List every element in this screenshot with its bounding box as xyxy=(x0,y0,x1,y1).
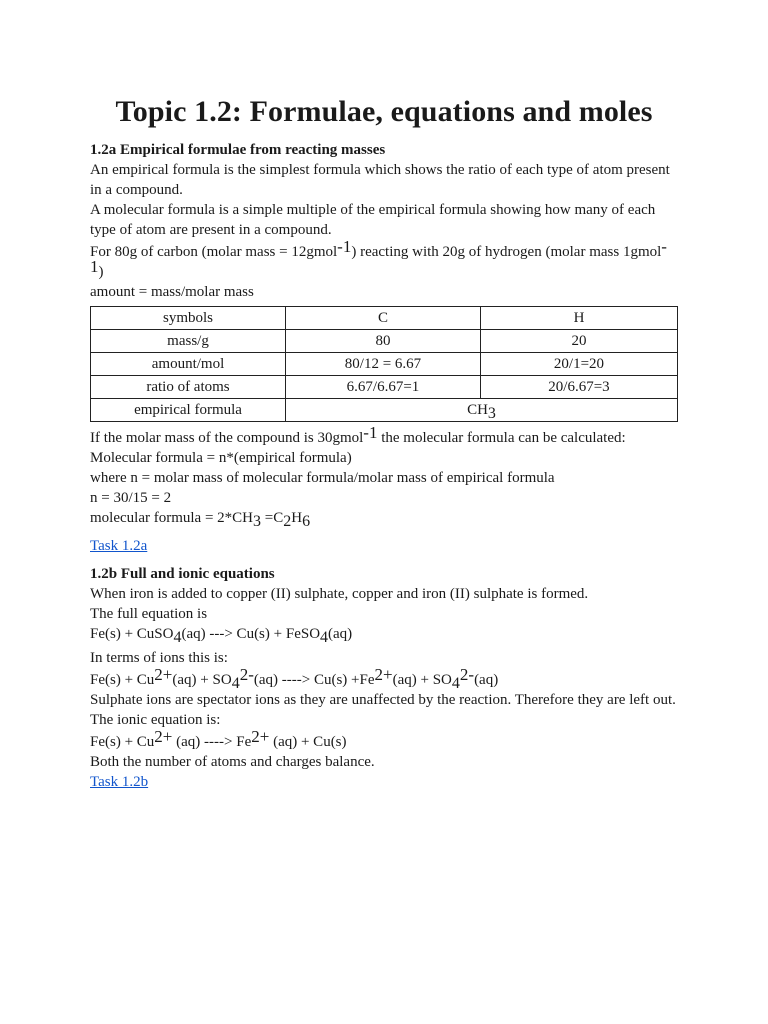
table-cell: ratio of atoms xyxy=(91,376,286,399)
paragraph-ions-intro: In terms of ions this is: xyxy=(90,650,228,666)
equation-ions: $Fe(s) + Cu^{2+}(aq) + SO_4^{2-}(aq)$ ----> $Cu(s) +Fe^{2+}(aq) + SO_4^{2-}(aq)$ xyxy=(90,665,499,692)
table-cell: symbols xyxy=(91,307,286,330)
table-cell: 80 xyxy=(286,330,481,353)
table-row xyxy=(91,330,678,353)
table-cell: amount/mol xyxy=(91,353,286,376)
task-1-2b-link[interactable]: Task 1.2b xyxy=(90,774,149,790)
paragraph-balance: Both the number of atoms and charges balance. xyxy=(90,754,375,770)
paragraph-n-calc: n = 30/15 = 2 xyxy=(90,490,172,506)
equation-ionic: $Fe(s) + Cu^{2+}$ (aq) ----> $Fe^{2+}$ (aq) + Cu(s) xyxy=(90,727,347,750)
table-cell: 80/12 = 6.67 xyxy=(286,353,481,376)
paragraph-full-equation-intro: The full equation is xyxy=(90,606,208,622)
page-title: Topic 1.2: Formulae, equations and moles xyxy=(115,95,653,128)
paragraph-molecular-definition: A molecular formula is a simple multiple of the empirical formula showing how many of each type of atom are present in a compound. xyxy=(90,202,656,238)
section-heading-equations: 1.2b Full and ionic equations xyxy=(90,566,275,582)
paragraph-molecular-formula: Molecular formula = n*(empirical formula) xyxy=(90,450,352,466)
table-row xyxy=(91,376,678,399)
paragraph-amount-formula: amount = mass/molar mass xyxy=(90,284,254,300)
table-cell: C xyxy=(286,307,481,330)
paragraph-carbon-hydrogen: For 80g of carbon (molar mass = 12gmol$^{-1}$) reacting with 20g of hydrogen (molar mass 1gmol$^{-1}$) xyxy=(90,237,667,280)
paragraph-molar-mass: If the molar mass of the compound is 30gmol$^{-1}$ the molecular formula can be calculated: xyxy=(90,423,626,446)
table-row-empirical-formula xyxy=(91,399,678,422)
paragraph-iron-copper: When iron is added to copper (II) sulphate, copper and iron (II) sulphate is formed. xyxy=(90,586,589,602)
paragraph-empirical-definition: An empirical formula is the simplest formula which shows the ratio of each type of atom present in a compound. xyxy=(90,162,670,198)
table-cell: 20/6.67=3 xyxy=(481,376,678,399)
section-heading-empirical: 1.2a Empirical formulae from reacting masses xyxy=(90,142,386,158)
table-cell: mass/g xyxy=(91,330,286,353)
equation-full: Fe(s) + CuSO$_4$(aq) ---> Cu(s) + FeSO$_4$(aq) xyxy=(90,626,353,646)
table-cell: 20 xyxy=(481,330,678,353)
empirical-table xyxy=(90,306,678,422)
paragraph-spectator-ions: Sulphate ions are spectator ions as they are unaffected by the reaction. Therefore they are left out. The ionic equation is: xyxy=(90,692,676,728)
paragraph-molecular-result: molecular formula = $2*CH_3 =C_2H_6$ xyxy=(90,510,311,530)
table-row xyxy=(91,307,678,330)
table-cell: 6.67/6.67=1 xyxy=(286,376,481,399)
table-cell: empirical formula xyxy=(91,399,286,422)
table-cell: 20/1=20 xyxy=(481,353,678,376)
paragraph-n-definition: where n = molar mass of molecular formula/molar mass of empirical formula xyxy=(90,470,555,486)
table-cell: H xyxy=(481,307,678,330)
table-row xyxy=(91,353,678,376)
task-1-2a-link[interactable]: Task 1.2a xyxy=(90,538,148,554)
table-cell-formula: $CH_3$ xyxy=(286,399,678,422)
